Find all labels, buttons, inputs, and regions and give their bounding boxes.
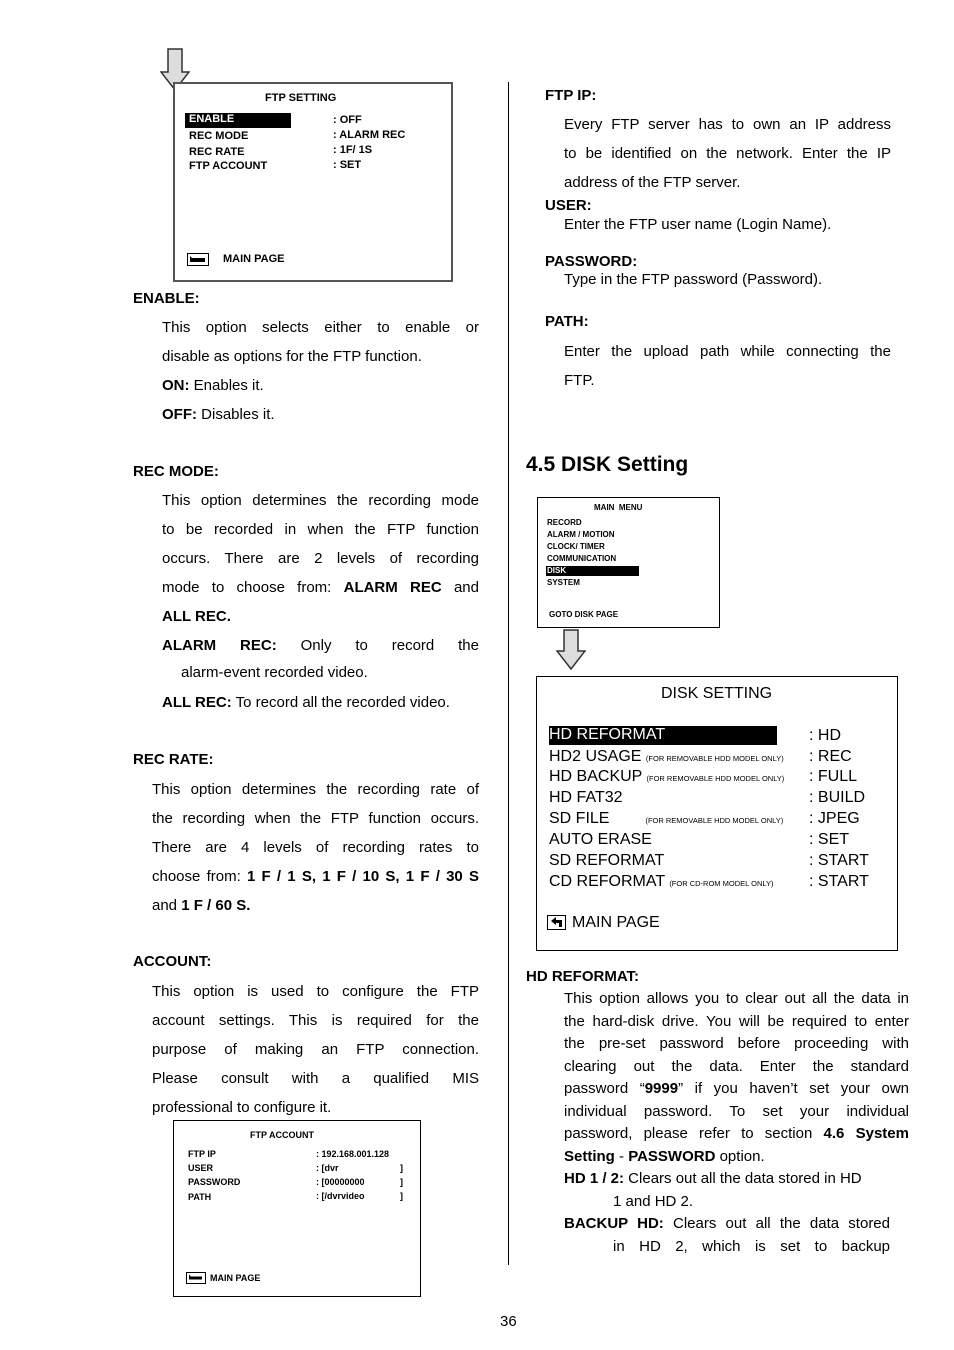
alarm-rec-line: ALARM REC: Only to record the <box>162 637 479 654</box>
ftp-account-screen <box>173 1120 421 1297</box>
menu-item-record[interactable]: RECORD <box>547 518 582 527</box>
user-text: Enter the FTP user name (Login Name). <box>564 216 832 233</box>
account-heading: ACCOUNT: <box>133 953 212 970</box>
return-icon <box>187 253 209 266</box>
disk-value-sd-reformat: : START <box>809 852 869 869</box>
password-text: Type in the FTP password (Password). <box>564 271 823 288</box>
rec-mode-paragraph: This option determines the recording mode to be recorded in when the FTP function occurs. There are 2 levels of recording mode to choose from: ALARM REC and ALL REC. <box>162 492 479 625</box>
ftp-account-value-ip: : 192.168.001.128 <box>316 1149 390 1159</box>
main-menu-title: MAIN MENU <box>594 503 643 512</box>
page-number: 36 <box>500 1313 517 1330</box>
disk-value-hd-fat32: : BUILD <box>809 789 866 806</box>
menu-item-alarm-motion[interactable]: ALARM / MOTION <box>547 530 615 539</box>
rec-rate-paragraph: This option determines the recording rate of the recording when the FTP function occurs. There are 4 levels of recording rates to choose from: 1 F / 1 S, 1 F / 10 S, 1 F / 30 S and 1 F / 60 S. <box>152 781 479 914</box>
disk-value-hd2-usage: : REC <box>809 748 852 765</box>
ftp-setting-value-account: : SET <box>333 159 362 171</box>
ftp-account-value-user: : [dvr <box>316 1163 339 1173</box>
hd12-line: HD 1 / 2: Clears out all the data stored in HD <box>564 1170 862 1187</box>
ftp-account-title: FTP ACCOUNT <box>250 1130 314 1140</box>
ftp-setting-row-rec-rate[interactable]: REC RATE <box>189 146 245 158</box>
rec-mode-heading: REC MODE: <box>133 463 219 480</box>
hd-reformat-paragraph: This option allows you to clear out all the data in the hard-disk drive. You will be required to enter the pre-set password before proceeding with clearing out the data. Enter the standard password “9999” if you haven’t set your own individual password. To set your individual password, please refer to section 4.6 System Setting - PASSWORD option. <box>564 990 909 1165</box>
disk-row-sd-reformat[interactable]: SD REFORMAT <box>549 852 665 869</box>
hd-reformat-heading: HD REFORMAT: <box>526 968 640 985</box>
menu-item-communication[interactable]: COMMUNICATION <box>547 554 617 563</box>
ftp-account-close-path: ] <box>400 1191 403 1201</box>
rec-rate-heading: REC RATE: <box>133 751 214 768</box>
disk-value-auto-erase: : SET <box>809 831 850 848</box>
password-heading: PASSWORD: <box>545 253 638 270</box>
ftp-account-close-password: ] <box>400 1177 403 1187</box>
disk-row-cd-reformat[interactable]: CD REFORMAT (FOR CD-ROM MODEL ONLY) <box>549 873 774 890</box>
ftp-ip-heading: FTP IP: <box>545 87 597 104</box>
goto-disk-page-link[interactable]: GOTO DISK PAGE <box>549 610 619 619</box>
ftp-account-row-user[interactable]: USER <box>188 1163 214 1173</box>
disk-setting-title: DISK SETTING <box>661 685 773 702</box>
return-icon <box>186 1272 206 1284</box>
ftp-account-row-path[interactable]: PATH <box>188 1192 212 1202</box>
section-title: 4.5 DISK Setting <box>526 453 689 476</box>
menu-item-clock-timer[interactable]: CLOCK/ TIMER <box>547 542 605 551</box>
ftp-ip-paragraph: Every FTP server has to own an IP address to be identified on the network. Enter the IP address of the FTP server. <box>564 116 891 191</box>
user-heading: USER: <box>545 197 592 214</box>
disk-row-hd-fat32[interactable]: HD FAT32 <box>549 789 623 806</box>
enable-heading: ENABLE: <box>133 290 200 307</box>
ftp-account-close-user: ] <box>400 1163 403 1173</box>
disk-value-sd-file: : JPEG <box>809 810 860 827</box>
disk-setting-screen <box>536 676 898 951</box>
disk-row-auto-erase[interactable]: AUTO ERASE <box>549 831 652 848</box>
ftp-account-row-ip[interactable]: FTP IP <box>188 1149 216 1159</box>
path-paragraph: Enter the upload path while connecting the FTP. <box>564 343 891 389</box>
main-page-link[interactable]: MAIN PAGE <box>572 914 660 931</box>
ftp-setting-value-enable: : OFF <box>333 114 362 126</box>
backup-line: BACKUP HD: Clears out all the data stored <box>564 1215 890 1232</box>
ftp-setting-title: FTP SETTING <box>265 92 337 104</box>
disk-value-hd-reformat: : HD <box>809 727 841 744</box>
ftp-setting-screen <box>173 82 453 282</box>
ftp-account-value-password: : [00000000 <box>316 1177 365 1187</box>
main-page-link[interactable]: MAIN PAGE <box>223 253 285 265</box>
main-menu-screen <box>537 497 720 628</box>
disk-row-sd-file[interactable]: SD FILE (FOR REMOVABLE HDD MODEL ONLY) <box>549 810 784 827</box>
hd12-line-2: 1 and HD 2. <box>613 1193 694 1210</box>
ftp-setting-row-enable[interactable]: ENABLE <box>185 113 291 128</box>
disk-value-cd-reformat: : START <box>809 873 869 890</box>
ftp-account-row-password[interactable]: PASSWORD <box>188 1177 241 1187</box>
account-paragraph: This option is used to configure the FTP account settings. This is required for the purpose of making an FTP connection. Please consult with a qualified MIS professional to configure it. <box>152 983 479 1116</box>
menu-item-disk[interactable]: DISK <box>546 566 639 576</box>
backup-line-2: in HD 2, which is set to backup <box>613 1238 890 1255</box>
disk-row-hd-backup[interactable]: HD BACKUP (FOR REMOVABLE HDD MODEL ONLY) <box>549 768 785 785</box>
ftp-setting-value-rec-mode: : ALARM REC <box>333 129 406 141</box>
main-page-link[interactable]: MAIN PAGE <box>210 1273 261 1283</box>
menu-item-system[interactable]: SYSTEM <box>547 578 580 587</box>
all-rec-line: ALL REC: To record all the recorded video. <box>162 694 450 711</box>
return-icon <box>547 915 566 930</box>
path-heading: PATH: <box>545 313 589 330</box>
ftp-account-value-path: : [/dvrvideo <box>316 1191 365 1201</box>
disk-value-hd-backup: : FULL <box>809 768 858 785</box>
alarm-rec-line-2: alarm-event recorded video. <box>181 664 368 681</box>
disk-row-hd2-usage[interactable]: HD2 USAGE (FOR REMOVABLE HDD MODEL ONLY) <box>549 748 784 765</box>
disk-row-hd-reformat[interactable]: HD REFORMAT <box>549 726 777 745</box>
enable-paragraph: This option selects either to enable or disable as options for the FTP function. ON: Enables it. OFF: Disables it. <box>162 319 479 423</box>
down-arrow-icon <box>556 629 586 671</box>
column-divider <box>508 82 509 1265</box>
ftp-setting-row-rec-mode[interactable]: REC MODE <box>189 130 249 142</box>
ftp-setting-row-account[interactable]: FTP ACCOUNT <box>189 160 268 172</box>
ftp-setting-value-rec-rate: : 1F/ 1S <box>333 144 373 156</box>
